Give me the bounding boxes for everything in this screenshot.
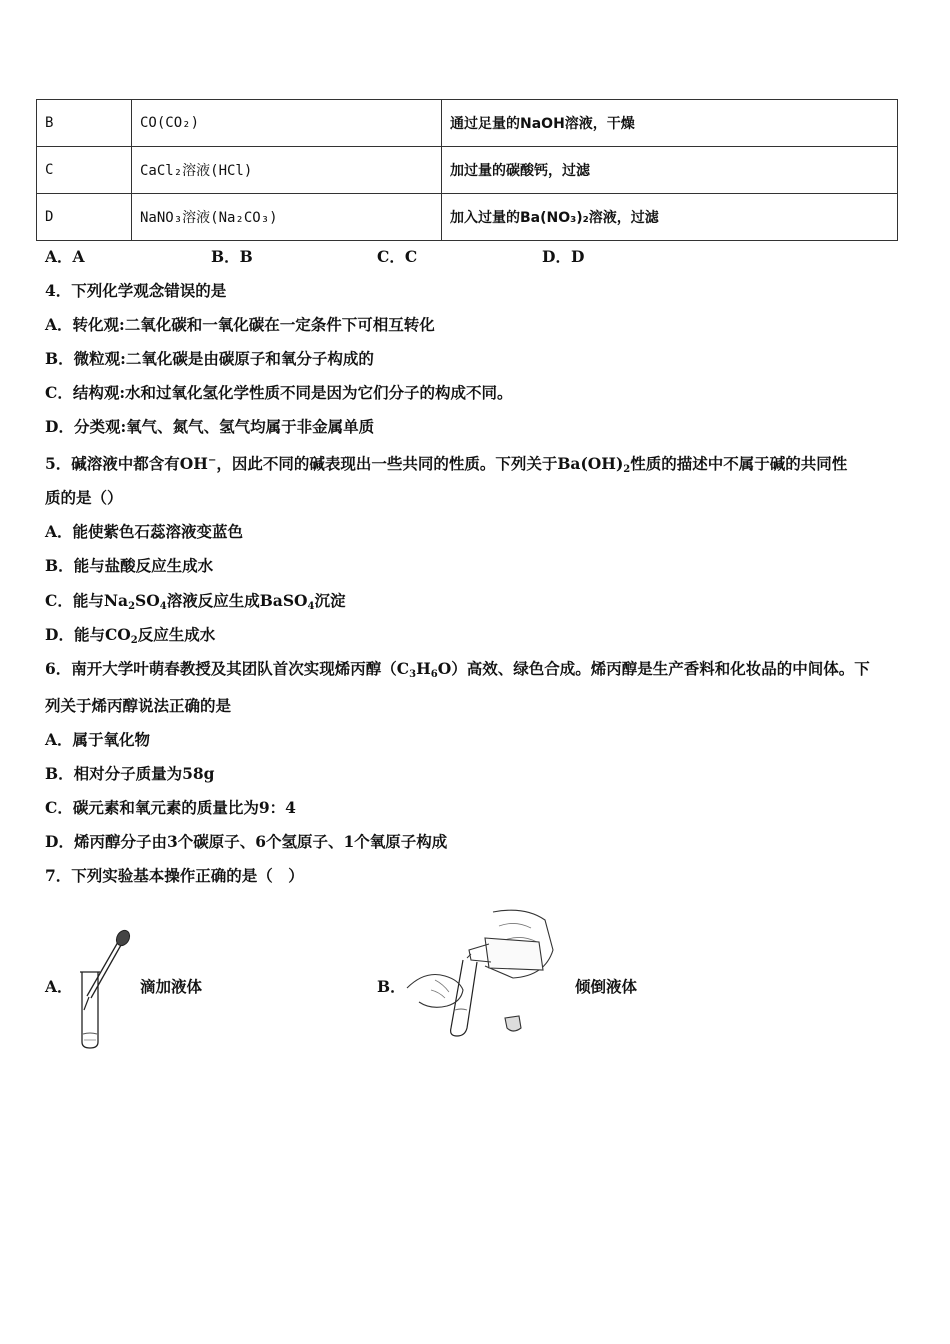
q5-option-d: D．能与$CO_2$反应生成水 <box>45 625 216 646</box>
row-method: 加过量的碳酸钙，过滤 <box>442 147 898 194</box>
q6-option-a: A．属于氧化物 <box>45 730 151 749</box>
q5-option-c: C．能与$Na_2SO_4$溶液反应生成BaSO$_4$沉淀 <box>45 591 346 612</box>
row-method: 通过足量的NaOH溶液，干燥 <box>442 100 898 147</box>
q7-stem: 7．下列实验基本操作正确的是（ ） <box>45 866 304 885</box>
q4-option-c: C．结构观:水和过氧化氢化学性质不同是因为它们分子的构成不同。 <box>45 383 513 402</box>
row-letter: D <box>37 194 132 241</box>
q6-option-c: C．碳元素和氧元素的质量比为9：4 <box>45 798 296 817</box>
q7-option-b-letter: B． <box>377 977 406 996</box>
row-substance: CaCl₂溶液(HCl) <box>132 147 442 194</box>
table-row <box>37 194 898 241</box>
pouring-liquid-illustration <box>405 906 557 1040</box>
q3-options <box>45 247 745 267</box>
q5-stem-line2: 质的是（） <box>45 488 123 507</box>
table-row <box>37 100 898 147</box>
q7-option-a-letter: A． <box>45 977 73 996</box>
q3-option-d: D．D <box>542 247 585 266</box>
q5-option-a: A．能使紫色石蕊溶液变蓝色 <box>45 522 244 541</box>
q6-option-b: B．相对分子质量为58g <box>45 764 215 783</box>
q3-option-b: B．B <box>211 247 253 266</box>
options-table <box>36 99 898 241</box>
row-method: 加入过量的Ba(NO₃)₂溶液，过滤 <box>442 194 898 241</box>
q6-stem-line2: 列关于烯丙醇说法正确的是 <box>45 696 232 715</box>
q3-option-a: A．A <box>45 247 85 266</box>
q3-option-c: C．C <box>377 247 418 266</box>
q4-stem: 4．下列化学观念错误的是 <box>45 281 227 300</box>
row-substance: CO(CO₂) <box>132 100 442 147</box>
q4-option-b: B．微粒观:二氧化碳是由碳原子和氧分子构成的 <box>45 349 374 368</box>
q6-stem: 6．南开大学叶萌春教授及其团队首次实现烯丙醇$(C_3H_6O)$高效、绿色合成。烯丙醇是生产香料和化妆品的中间体。下 <box>45 659 870 680</box>
dropper-in-test-tube-illustration <box>72 926 134 1050</box>
q4-option-a: A．转化观:二氧化碳和一氧化碳在一定条件下可相互转化 <box>45 315 435 334</box>
q5-option-b: B．能与盐酸反应生成水 <box>45 556 214 575</box>
q5-stem: 5．碱溶液中都含有OH−，因此不同的碱表现出一些共同的性质。下列关于$Ba(OH)_2$性质的描述中不属于碱的共同性 <box>45 454 848 475</box>
q7-option-b-label: 倾倒液体 <box>575 977 638 996</box>
row-substance: NaNO₃溶液(Na₂CO₃) <box>132 194 442 241</box>
table-row <box>37 147 898 194</box>
row-letter: B <box>37 100 132 147</box>
row-letter: C <box>37 147 132 194</box>
q7-option-a-label: 滴加液体 <box>140 977 203 996</box>
q6-option-d: D．烯丙醇分子由3个碳原子、6个氢原子、1个氧原子构成 <box>45 832 448 851</box>
q4-option-d: D．分类观:氧气、氮气、氢气均属于非金属单质 <box>45 417 375 436</box>
